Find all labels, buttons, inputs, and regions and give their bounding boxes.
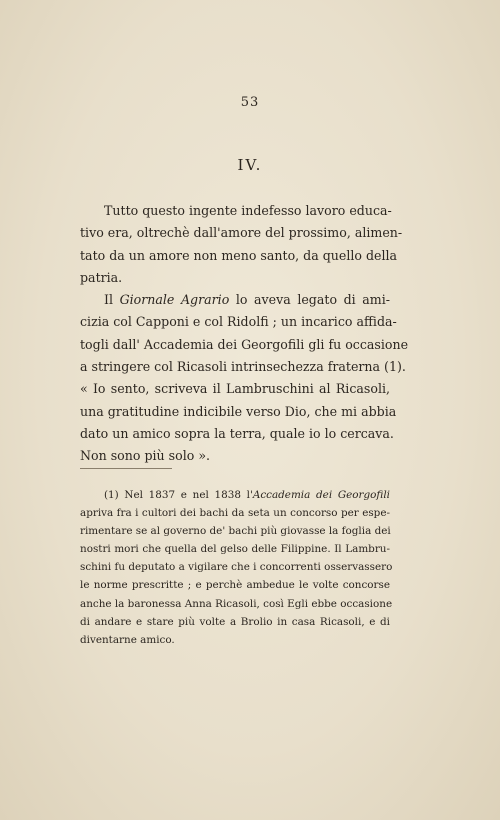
text-line: tato da un amore non meno santo, da quello della [80,247,398,263]
footnote-divider [80,468,172,469]
footnote-line: schini fu deputato a vigilare che i concorrenti osservassero [80,561,393,574]
text-line: cizia col Capponi e col Ridolfi ; un incarico affida- [80,314,397,330]
text-line: una gratitudine indicibile verso Dio, che mi abbia [80,403,397,419]
text-line: tivo era, oltrechè dall'amore del prossimo, alimen- [80,225,403,241]
footnote-line: nostri mori che quella del gelso delle Filippine. Il Lambru- [80,543,390,556]
text-line: Tutto questo ingente indefesso lavoro educa- [104,203,392,218]
italic-text: Giornale Agrario [119,292,230,308]
text-line: « Io sento, scriveva il Lambruschini al Ricasoli, [80,381,390,397]
body-text [80,200,409,468]
footnote [80,486,393,649]
page-number: 53 [240,95,260,110]
footnote-line: le norme prescritte ; e perchè ambedue le volte concorse [80,579,390,592]
text-line: patria. [80,269,123,285]
italic-text: Accademia dei Georgofili [252,489,390,501]
footnote-line: apriva fra i cultori dei bachi da seta un concorso per espe- [80,507,390,520]
footnote-line: (1) Nel 1837 e nel 1838 l'Accademia dei Georgofili [104,489,390,501]
footnote-line: di andare e stare più volte a Brolio in casa Ricasoli, e di [80,615,390,628]
text-line: togli dall' Accademia dei Georgofili gli fu occasione [80,336,409,352]
footnote-line: rimentare se al governo de' bachi più giovasse la foglia dei [80,525,391,538]
text-line: Il Giornale Agrario lo aveva legato di ami- [104,292,391,308]
chapter-heading: IV. [237,156,263,174]
footnote-line: diventarne amico. [80,633,175,646]
text-line: Non sono più solo ». [80,448,211,464]
text-line: a stringere col Ricasoli intrinsechezza fraterna (1). [80,359,406,375]
text-line: dato un amico sopra la terra, quale io lo cercava. [80,425,394,441]
footnote-line: anche la baronessa Anna Ricasoli, così Egli ebbe occasione [80,597,393,610]
